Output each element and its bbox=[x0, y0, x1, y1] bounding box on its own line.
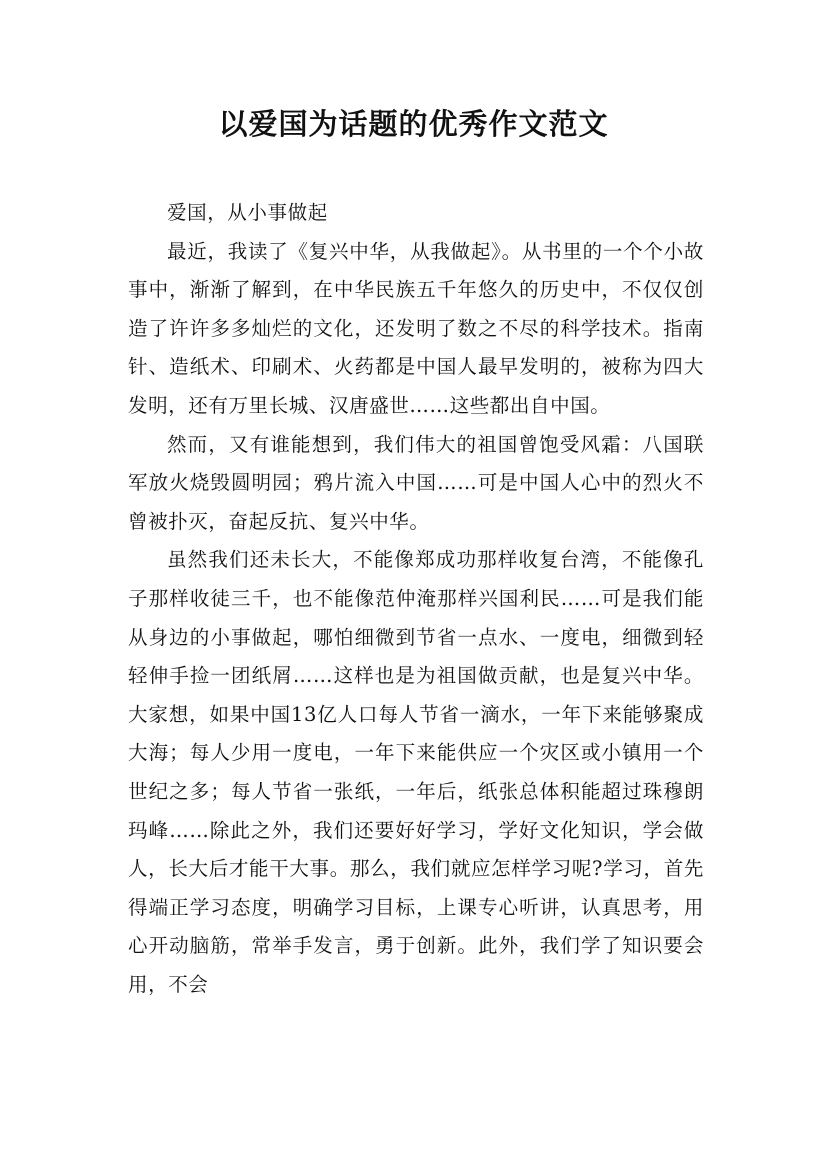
document-title: 以爱国为话题的优秀作文范文 bbox=[218, 107, 609, 141]
document-body bbox=[128, 194, 704, 1004]
body-paragraph: 然而，又有谁能想到，我们伟大的祖国曾饱受风霜：八国联军放火烧毁圆明园；鸦片流入中国……可是中国人心中的烈火不曾被扑灭，奋起反抗、复兴中华。 bbox=[128, 432, 704, 533]
essay-subtitle: 爱国，从小事做起 bbox=[167, 201, 328, 224]
body-paragraph: 虽然我们还未长大，不能像郑成功那样收复台湾，不能像孔子那样收徒三千，也不能像范仲淹那样兴国利民……可是我们能从身边的小事做起，哪怕细微到节省一点水、一度电，细微到轻轻伸手捡一团纸屑……这样也是为祖国做贡献，也是复兴中华。大家想，如果中国13亿人口每人节省一滴水，一年下来能够聚成大海；每人少用一度电，一年下来能供应一个灾区或小镇用一个世纪之多；每人节省一张纸，一年后，纸张总体积能超过珠穆朗玛峰……除此之外，我们还要好好学习，学好文化知识，学会做人，长大后才能干大事。那么，我们就应怎样学习呢?学习，首先得端正学习态度，明确学习目标，上课专心听讲，认真思考，用心开动脑筋，常举手发言，勇于创新。此外，我们学了知识要会用，不会 bbox=[128, 548, 704, 996]
body-paragraph: 最近，我读了《复兴中华，从我做起》。从书里的一个个小故事中，渐渐了解到，在中华民族五千年悠久的历史中，不仅仅创造了许许多多灿烂的文化，还发明了数之不尽的科学技术。指南针、造纸术、印刷术、火药都是中国人最早发明的，被称为四大发明，还有万里长城、汉唐盛世……这些都出自中国。 bbox=[128, 239, 704, 417]
